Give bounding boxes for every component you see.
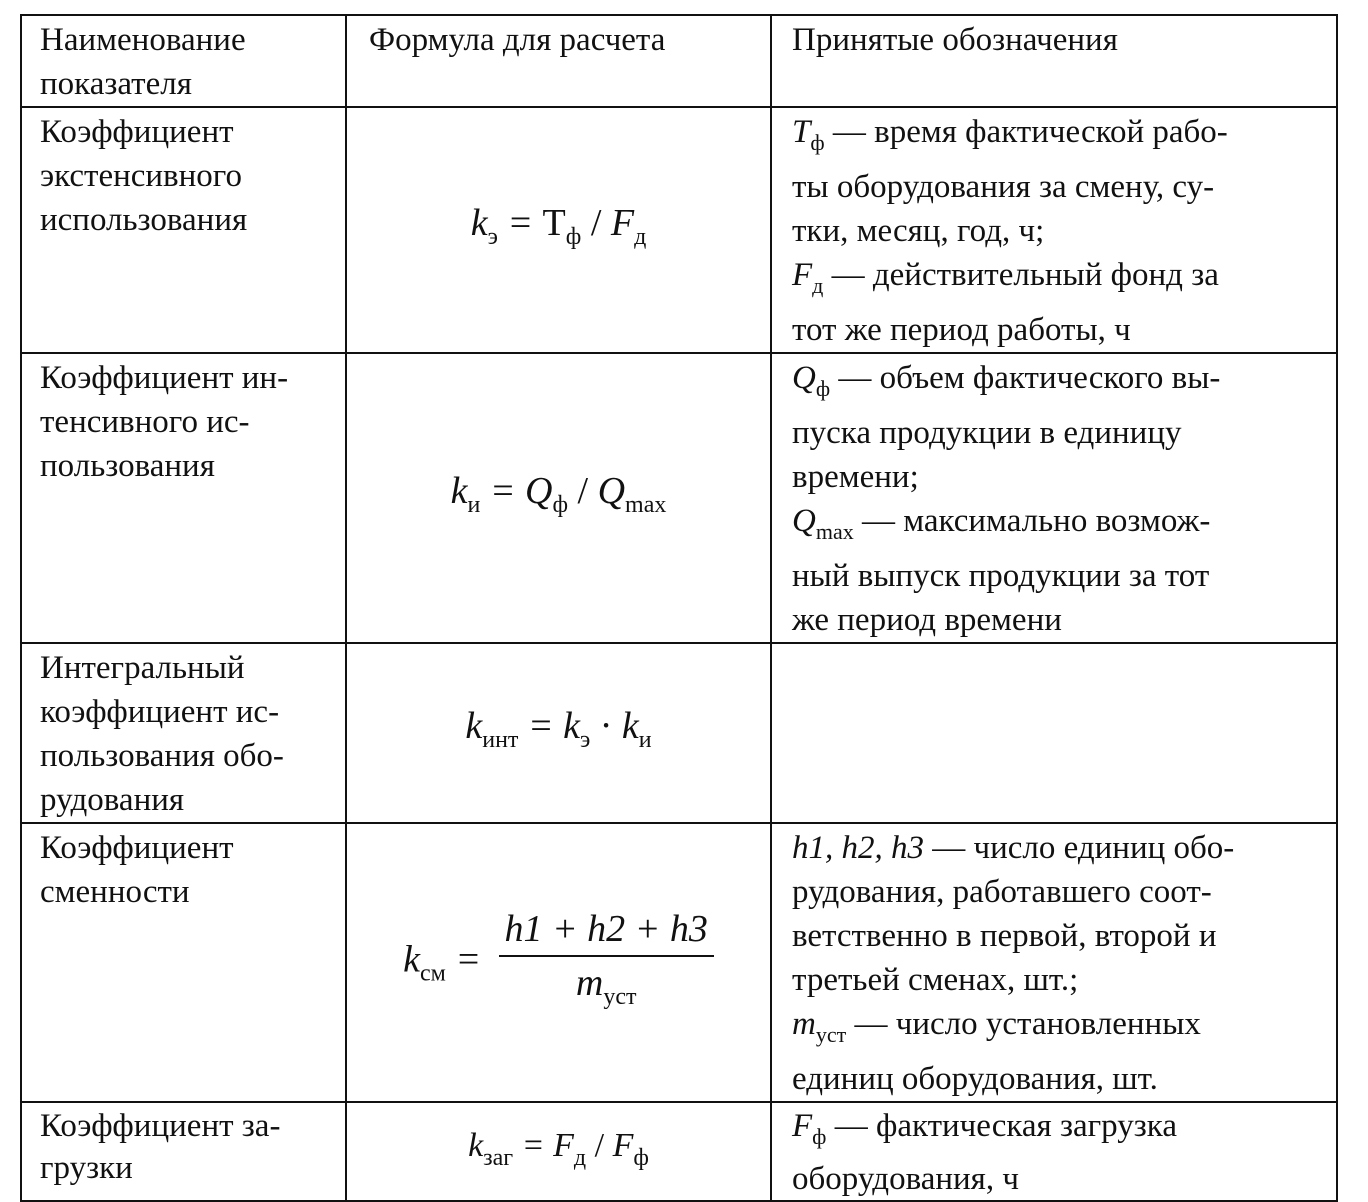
note: h1, h2, h3 — число единиц обо- рудования, работавшего соот- ветственно в первой, второй и третьей сменах, шт.;: [792, 830, 1235, 998]
notes-cell: [771, 353, 1337, 643]
formula-cell: $k_э = Т_ф / F_д$: [346, 107, 771, 353]
indicator-name: Коэффициент ин- тенсивного ис- пользования: [21, 353, 346, 643]
notes-cell: [771, 823, 1337, 1102]
notes-cell: [771, 643, 1337, 823]
indicators-table: [20, 14, 1338, 1202]
indicator-name: Коэффициент экстенсивного использования: [21, 107, 346, 353]
notes-cell: [771, 1102, 1337, 1201]
indicator-name: Коэффициент сменности: [21, 823, 346, 1102]
formula-cell: $k_и = Q_ф / Q_{max}$: [346, 353, 771, 643]
fraction: $\frac{h1 + h2 + h3}{m_{уст}}$: [499, 907, 714, 1019]
table-row: [21, 1102, 1337, 1201]
note: $m_{уст}$ — число установленных единиц оборудования, шт.: [792, 1006, 1201, 1097]
table-row: [21, 643, 1337, 823]
note: $Q_ф$ — объем фактического вы- пуска продукции в единицу времени;: [792, 360, 1221, 495]
table-row: [21, 823, 1337, 1102]
formula-cell: $k_{заг} = F_д / F_ф$: [346, 1102, 771, 1201]
header-notes: Принятые обозначения: [771, 15, 1337, 107]
indicator-name: Коэффициент за- грузки: [21, 1102, 346, 1201]
header-row: [21, 15, 1337, 107]
note: $F_ф$ — фактическая загрузка оборудования, ч: [792, 1108, 1177, 1197]
formula-cell: $k_{см}$ = $\frac{h1 + h2 + h3}{m_{уст}}$: [346, 823, 771, 1102]
notes-cell: [771, 107, 1337, 353]
note: $Q_{max}$ — максимально возмож- ный выпуск продукции за тот же период времени: [792, 503, 1211, 638]
note: $F_д$ — действительный фонд за тот же период работы, ч: [792, 257, 1219, 348]
note: $T_ф$ — время фактической рабо- ты оборудования за смену, су- тки, месяц, год, ч;: [792, 114, 1228, 249]
formula-cell: $k_{инт} = k_э \cdot k_и$: [346, 643, 771, 823]
header-name: Наименование показателя: [21, 15, 346, 107]
table-row: [21, 107, 1337, 353]
header-formula: Формула для расчета: [346, 15, 771, 107]
table-row: [21, 353, 1337, 643]
indicator-name: Интегральный коэффициент ис- пользования обо- рудования: [21, 643, 346, 823]
